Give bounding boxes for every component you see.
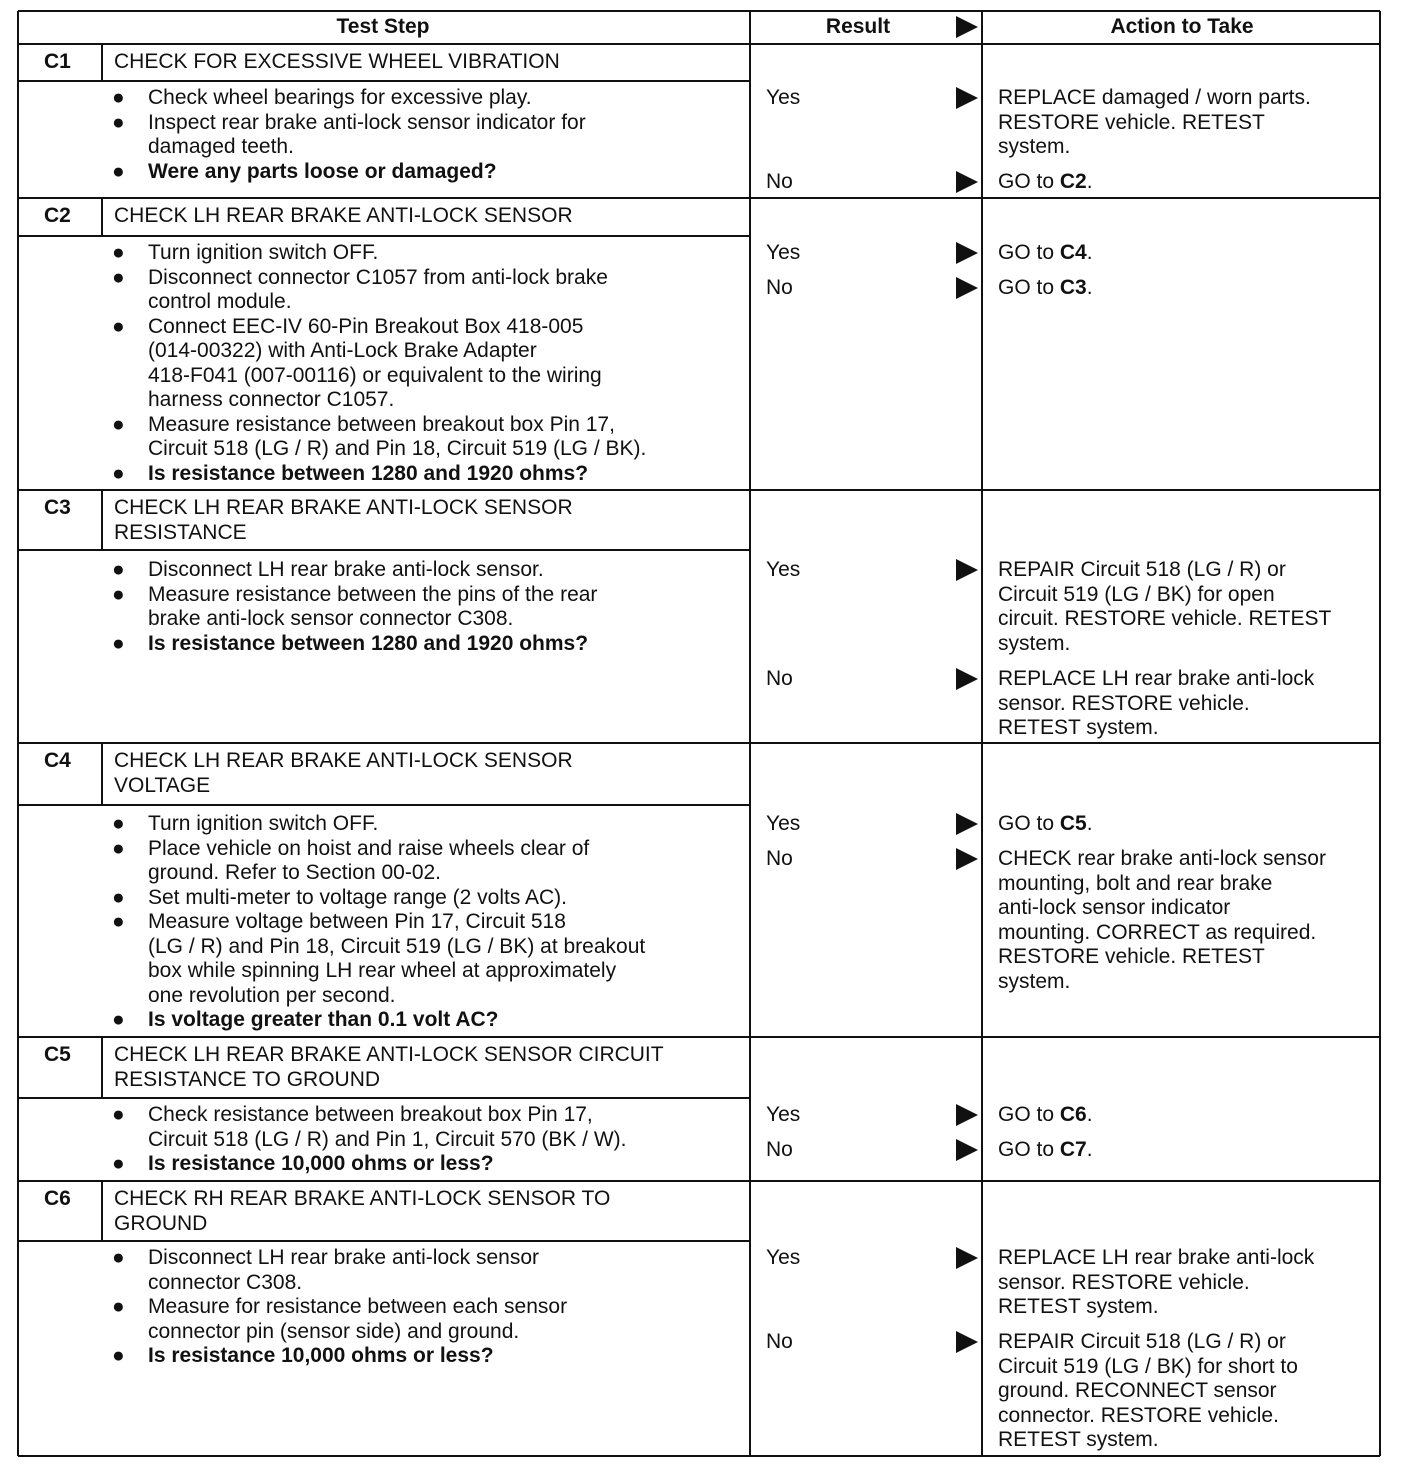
bullet-text: Place vehicle on hoist and raise wheels clear of ground. Refer to Section 00-02. [148, 836, 590, 884]
result-label-no: No [766, 847, 793, 870]
step-title-C6: CHECK RH REAR BRAKE ANTI-LOCK SENSOR TO GROUND [114, 1187, 611, 1235]
bullet-dot-icon: ● [112, 1152, 125, 1175]
action-target-step: C2 [1059, 170, 1087, 193]
bullet-dot-icon: ● [112, 812, 125, 835]
action-suffix: . [1086, 1103, 1093, 1126]
header-test-step: Test Step [336, 15, 430, 38]
bullet-dot-icon: ● [112, 159, 125, 183]
action-suffix: . [1086, 1138, 1093, 1161]
bullet-dot-icon: ● [112, 241, 125, 264]
action-text [998, 812, 1093, 837]
action-text [998, 241, 1093, 266]
bullet-dot-icon: ● [112, 461, 125, 485]
bullet-dot-icon: ● [112, 1344, 125, 1367]
result-arrow-icon [956, 87, 978, 109]
bullet-text: Disconnect connector C1057 from anti-lock brake control module. [148, 265, 608, 313]
action-prefix: GO to [998, 241, 1060, 264]
action-prefix: GO to [998, 812, 1060, 835]
header-arrow-icon [956, 16, 978, 38]
bullet-text: Disconnect LH rear brake anti-lock sensor connector C308. [148, 1246, 540, 1294]
step-title-C5: CHECK LH REAR BRAKE ANTI-LOCK SENSOR CIRCUIT RESISTANCE TO GROUND [114, 1043, 664, 1091]
bullet-dot-icon: ● [112, 265, 125, 289]
action-text: CHECK rear brake anti-lock sensor mounting, bolt and rear brake anti-lock sensor indicator mounting. CORRECT as required. RESTORE vehicle. RETEST system. [998, 847, 1326, 993]
action-text [998, 1103, 1093, 1128]
bullet-text: Measure resistance between the pins of the rear brake anti-lock sensor connector C308. [148, 582, 598, 630]
bullet-text: Set multi-meter to voltage range (2 volts AC). [148, 885, 568, 909]
result-arrow-icon [956, 559, 978, 581]
result-label-yes: Yes [766, 812, 801, 835]
bullet-dot-icon: ● [112, 582, 125, 606]
action-text: REPAIR Circuit 518 (LG / R) or Circuit 519 (LG / BK) for short to ground. RECONNECT sensor connector. RESTORE vehicle. RETEST system. [998, 1330, 1298, 1451]
result-arrow-icon [956, 1331, 978, 1353]
bullet-text: Inspect rear brake anti-lock sensor indicator for damaged teeth. [148, 110, 586, 158]
result-arrow-icon [956, 242, 978, 264]
action-prefix: GO to [998, 170, 1060, 193]
bullet-dot-icon: ● [112, 558, 125, 581]
result-label-no: No [766, 1330, 793, 1353]
bullet-text: Check resistance between breakout box Pin 17, Circuit 518 (LG / R) and Pin 1, Circuit 570 (BK / W). [148, 1103, 627, 1151]
result-label-no: No [766, 276, 793, 299]
result-arrow-icon [956, 1139, 978, 1161]
bullet-text: Measure resistance between breakout box Pin 17, Circuit 518 (LG / R) and Pin 18, Circuit 519 (LG / BK). [148, 412, 647, 460]
step-id-C5: C5 [44, 1043, 71, 1066]
result-label-yes: Yes [766, 1246, 801, 1269]
bullet-dot-icon: ● [112, 631, 125, 655]
action-prefix: GO to [998, 276, 1060, 299]
bullet-text: Is resistance between 1280 and 1920 ohms? [148, 631, 589, 655]
bullet-text: Disconnect LH rear brake anti-lock sensor. [148, 558, 544, 581]
bullet-text: Turn ignition switch OFF. [148, 241, 379, 264]
bullet-dot-icon: ● [112, 885, 125, 909]
result-arrow-icon [956, 848, 978, 870]
action-text [998, 276, 1093, 301]
bullet-dot-icon: ● [112, 314, 125, 338]
bullet-text: Measure for resistance between each sensor connector pin (sensor side) and ground. [148, 1295, 568, 1343]
action-text: REPLACE damaged / worn parts. RESTORE vehicle. RETEST system. [998, 86, 1311, 158]
result-arrow-icon [956, 1247, 978, 1269]
action-text [998, 170, 1093, 195]
action-prefix: GO to [998, 1138, 1060, 1161]
action-text: REPLACE LH rear brake anti-lock sensor. RESTORE vehicle. RETEST system. [998, 667, 1315, 739]
action-suffix: . [1086, 170, 1093, 193]
result-label-no: No [766, 170, 793, 193]
bullet-dot-icon: ● [112, 1103, 125, 1126]
action-suffix: . [1086, 241, 1093, 264]
action-text [998, 1138, 1093, 1163]
action-text: REPLACE LH rear brake anti-lock sensor. RESTORE vehicle. RETEST system. [998, 1246, 1315, 1318]
bullet-text: Is resistance 10,000 ohms or less? [148, 1152, 494, 1175]
result-arrow-icon [956, 171, 978, 193]
step-title-C1: CHECK FOR EXCESSIVE WHEEL VIBRATION [114, 50, 560, 73]
bullet-text: Connect EEC-IV 60-Pin Breakout Box 418-005 (014-00322) with Anti-Lock Brake Adapter 418-F041 (007-00116) or equivalent to the wiring harness connector C1057. [148, 314, 602, 411]
result-label-yes: Yes [766, 241, 801, 264]
header-action: Action to Take [1110, 15, 1254, 38]
bullet-dot-icon: ● [112, 86, 125, 109]
bullet-text: Check wheel bearings for excessive play. [148, 86, 532, 109]
action-suffix: . [1086, 276, 1093, 299]
step-id-C4: C4 [44, 749, 71, 772]
step-id-C2: C2 [44, 204, 71, 227]
action-target-step: C5 [1059, 812, 1087, 835]
action-target-step: C3 [1059, 276, 1087, 299]
action-prefix: GO to [998, 1103, 1060, 1126]
step-id-C3: C3 [44, 496, 71, 519]
action-target-step: C6 [1059, 1103, 1087, 1126]
result-arrow-icon [956, 668, 978, 690]
result-label-yes: Yes [766, 558, 801, 581]
action-suffix: . [1086, 812, 1093, 835]
result-label-yes: Yes [766, 1103, 801, 1126]
result-arrow-icon [956, 277, 978, 299]
bullet-text: Turn ignition switch OFF. [148, 812, 379, 835]
bullet-text: Were any parts loose or damaged? [148, 159, 497, 183]
bullet-text: Measure voltage between Pin 17, Circuit 518 (LG / R) and Pin 18, Circuit 519 (LG / BK) at breakout box while spinning LH rear wheel at approximately one revolution per second. [148, 910, 646, 1007]
result-arrow-icon [956, 813, 978, 835]
step-id-C6: C6 [44, 1187, 71, 1210]
action-text: REPAIR Circuit 518 (LG / R) or Circuit 519 (LG / BK) for open circuit. RESTORE vehicle. RETEST system. [998, 558, 1332, 655]
bullet-dot-icon: ● [112, 1246, 125, 1269]
bullet-dot-icon: ● [112, 110, 125, 134]
diagnostic-table [16, 10, 1382, 1458]
step-id-C1: C1 [44, 50, 71, 73]
step-title-C4: CHECK LH REAR BRAKE ANTI-LOCK SENSOR VOLTAGE [114, 749, 573, 797]
result-label-yes: Yes [766, 86, 801, 109]
header-result: Result [825, 15, 891, 38]
action-target-step: C7 [1059, 1138, 1087, 1161]
action-target-step: C4 [1059, 241, 1087, 264]
step-title-C2: CHECK LH REAR BRAKE ANTI-LOCK SENSOR [114, 204, 573, 227]
bullet-dot-icon: ● [112, 836, 125, 860]
bullet-dot-icon: ● [112, 1008, 125, 1031]
result-label-no: No [766, 1138, 793, 1161]
bullet-dot-icon: ● [112, 412, 125, 436]
bullet-text: Is voltage greater than 0.1 volt AC? [148, 1008, 499, 1031]
bullet-dot-icon: ● [112, 1295, 125, 1318]
step-title-C3: CHECK LH REAR BRAKE ANTI-LOCK SENSOR RESISTANCE [114, 496, 573, 544]
bullet-dot-icon: ● [112, 910, 125, 933]
bullet-text: Is resistance between 1280 and 1920 ohms? [148, 461, 589, 485]
result-label-no: No [766, 667, 793, 690]
bullet-text: Is resistance 10,000 ohms or less? [148, 1344, 494, 1367]
result-arrow-icon [956, 1104, 978, 1126]
